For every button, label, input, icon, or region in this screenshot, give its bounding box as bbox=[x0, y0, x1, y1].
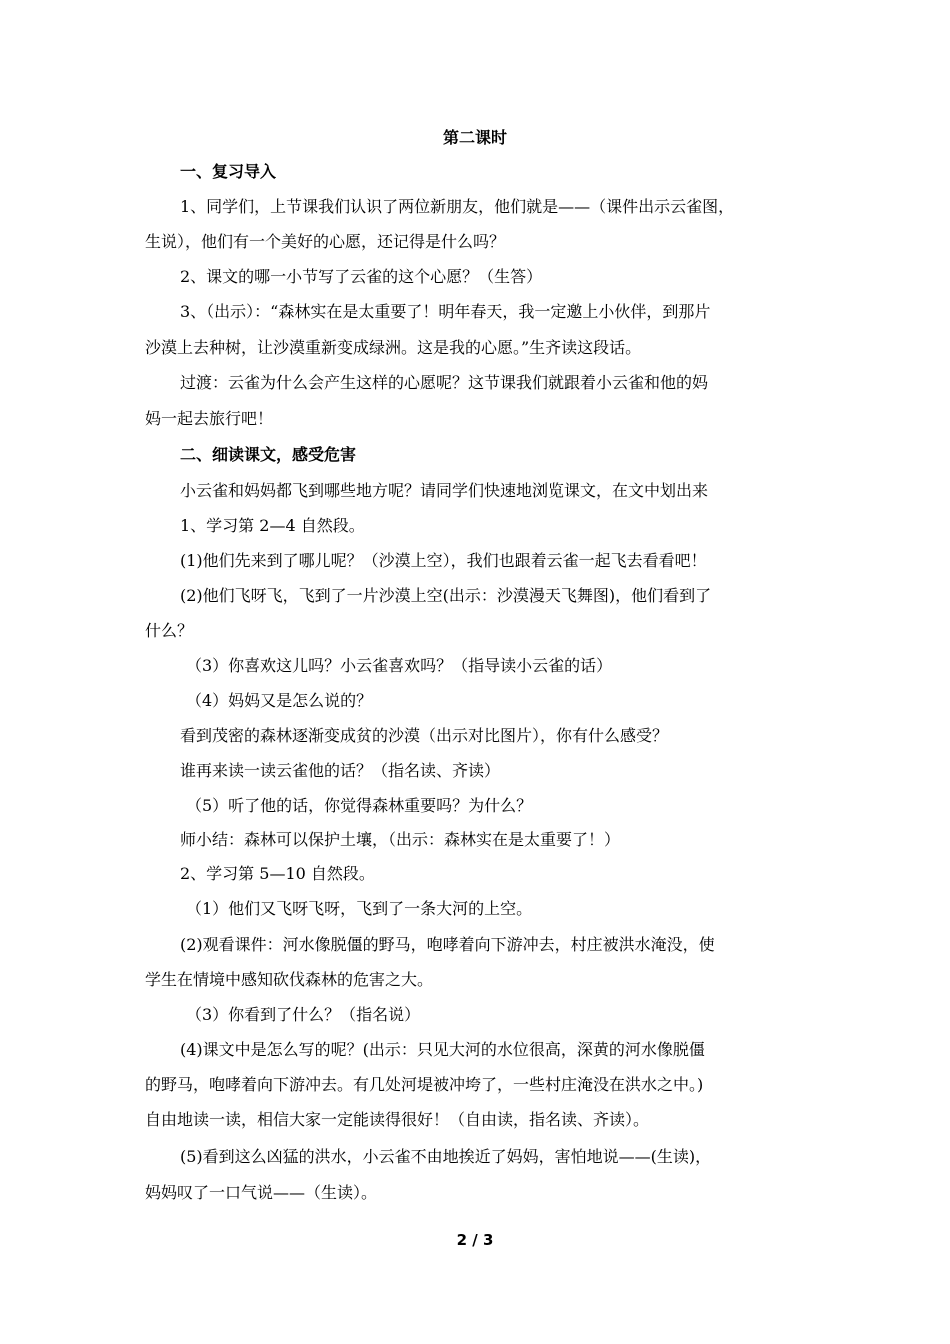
text-line: 妈一起去旅行吧！ bbox=[145, 409, 274, 428]
text-line: 谁再来读一读云雀他的话？（指名读、齐读） bbox=[180, 761, 501, 780]
text-line: （1）他们又飞呀飞呀，飞到了一条大河的上空。 bbox=[186, 899, 533, 918]
text-line: 过渡：云雀为什么会产生这样的心愿呢？这节课我们就跟着小云雀和他的妈 bbox=[180, 373, 709, 392]
heading-review-intro: 一、复习导入 bbox=[180, 162, 277, 181]
text-line: (2)观看课件：河水像脱僵的野马，咆哮着向下游冲去，村庄被洪水淹没，使 bbox=[180, 935, 715, 954]
text-line: （3）你喜欢这儿吗？小云雀喜欢吗？（指导读小云雀的话） bbox=[186, 656, 613, 675]
text-line: 什么？ bbox=[145, 621, 194, 640]
page-number: 2 / 3 bbox=[456, 1231, 494, 1249]
text-line: 1、学习第 2—4 自然段。 bbox=[180, 516, 365, 535]
text-line: 小云雀和妈妈都飞到哪些地方呢？请同学们快速地浏览课文，在文中划出来 bbox=[180, 481, 709, 500]
heading-close-reading: 二、细读课文，感受危害 bbox=[180, 445, 357, 464]
text-line: 自由地读一读，相信大家一定能读得很好！（自由读，指名读、齐读）。 bbox=[145, 1110, 650, 1129]
text-line: 的野马，咆哮着向下游冲去。有几处河堤被冲垮了，一些村庄淹没在洪水之中。) bbox=[145, 1075, 704, 1094]
text-line: 生说），他们有一个美好的心愿，还记得是什么吗？ bbox=[145, 232, 506, 251]
text-line: （5）听了他的话，你觉得森林重要吗？为什么？ bbox=[186, 796, 533, 815]
text-line: （4）妈妈又是怎么说的？ bbox=[186, 691, 373, 710]
text-line: (5)看到这么凶猛的洪水，小云雀不由地挨近了妈妈，害怕地说——(生读)， bbox=[180, 1147, 712, 1166]
text-line: 看到茂密的森林逐渐变成贫的沙漠（出示对比图片），你有什么感受？ bbox=[180, 726, 669, 745]
text-line: (1)他们先来到了哪儿呢？（沙漠上空），我们也跟着云雀一起飞去看看吧！ bbox=[180, 551, 707, 570]
text-line: 妈妈叹了一口气说——（生读）。 bbox=[145, 1183, 378, 1202]
text-line: 1、同学们，上节课我们认识了两位新朋友，他们就是——（课件出示云雀图， bbox=[180, 197, 735, 216]
text-line: 沙漠上去种树，让沙漠重新变成绿洲。这是我的心愿。”生齐读这段话。 bbox=[145, 338, 642, 357]
text-line: 2、学习第 5—10 自然段。 bbox=[180, 864, 375, 883]
section-title: 第二课时 bbox=[442, 128, 507, 147]
text-line: 3、（出示）：“森林实在是太重要了！明年春天，我一定邀上小伙伴，到那片 bbox=[180, 302, 711, 321]
text-line: 2、课文的哪一小节写了云雀的这个心愿？（生答） bbox=[180, 267, 543, 286]
text-line: 学生在情境中感知砍伐森林的危害之大。 bbox=[145, 970, 434, 989]
text-line: (4)课文中是怎么写的呢？(出示：只见大河的水位很高，深黄的河水像脱僵 bbox=[180, 1040, 705, 1059]
text-line: （3）你看到了什么？（指名说） bbox=[186, 1005, 421, 1024]
text-line: 师小结：森林可以保护土壤，（出示：森林实在是太重要了！） bbox=[180, 830, 621, 849]
text-line: (2)他们飞呀飞，飞到了一片沙漠上空(出示：沙漠漫天飞舞图)，他们看到了 bbox=[180, 586, 712, 605]
